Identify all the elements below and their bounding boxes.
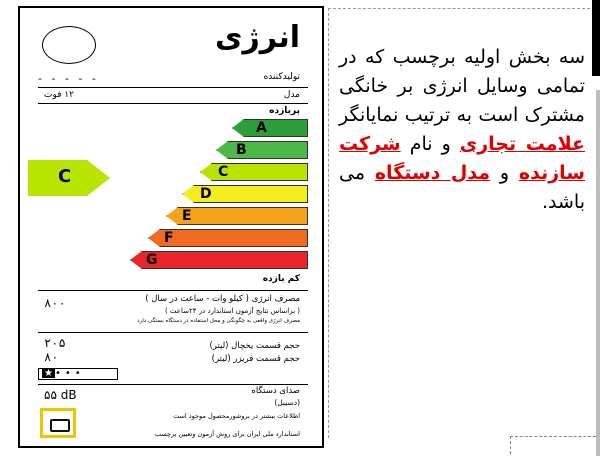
divider [38,87,308,88]
class-arrow-c [200,163,308,181]
placeholder-corner [510,436,596,454]
class-arrow-a [232,119,308,137]
empty-star-dots: ••• [54,368,85,379]
freezer-volume-label: حجم قسمت فریزر (لیتر) [211,354,300,364]
freezer-star-rating [38,368,118,380]
divider [38,384,308,385]
fridge-volume-label: حجم قسمت یخچال (لیتر) [209,341,300,351]
brand-logo-circle [42,26,96,64]
model-value: ۱۲ فوت [44,90,74,100]
fridge-volume-value: ۲۰۵ [44,336,66,350]
manufacturer-value: - - - - - [38,72,99,85]
highlight-brand: علامت تجاری [459,133,585,155]
consumption-label: مصرف انرژی ( کیلو وات - ساعت در سال ) [145,294,300,304]
class-letter-c: C [218,164,229,180]
more-efficient-label: پربازده [269,106,300,116]
description-paragraph [339,43,585,217]
iran-standard-logo [40,408,76,438]
highlight-manufacturer: شرکت سازنده [339,133,585,184]
consumption-fineprint: مصرف انرژی واقعی به چگونگی و محل استفاده در دستگاه بستگی دارد [137,318,300,324]
divider [38,332,308,333]
class-letter-d: D [200,186,212,202]
text-panel [328,8,590,438]
text-and-name: و نام [409,133,451,155]
freezer-volume-value: ۸۰ [44,350,59,364]
class-letter-b: B [236,142,247,158]
model-label: مدل [283,90,300,100]
highlight-model: مدل دستگاه [374,162,491,184]
edge-stripe [596,90,600,456]
consumption-note: ( براساس نتایج آزمون استاندارد در ۲۴ساعت ) [164,307,300,315]
energy-label [18,6,324,448]
noise-value: ۵۵ dB [44,388,77,402]
text-end: می باشد. [339,162,585,213]
edge-stripe [592,0,600,76]
manufacturer-label: تولیدکننده [263,72,300,82]
divider [38,290,308,291]
star-icon: ★ [44,368,53,379]
class-letter-f: F [164,230,174,246]
class-letter-e: E [182,208,192,224]
text-intro: سه بخش اولیه برچسب که در تمامی وسایل انرژی بر خانگی مشترک است به ترتیب نمایانگر [339,46,585,126]
class-arrow-b [216,141,308,159]
current-class-letter: C [58,166,72,187]
class-letter-g: G [146,252,158,268]
less-efficient-label: کم بازده [262,274,300,284]
divider [38,103,308,104]
noise-label: صدای دستگاه [251,386,300,396]
label-title: انرژی [215,20,300,55]
consumption-value: ۸۰۰ [44,296,66,310]
class-letter-a: A [256,120,267,136]
noise-unit: (دسیبل) [274,398,300,407]
text-and: و [499,162,510,184]
footer-standard: استاندارد ملی ایران برای روش آزمون وتعیین برچسب [154,430,300,438]
footer-more-info: اطلاعات بیشتر در بروشورمحصول موجود است [173,412,300,420]
